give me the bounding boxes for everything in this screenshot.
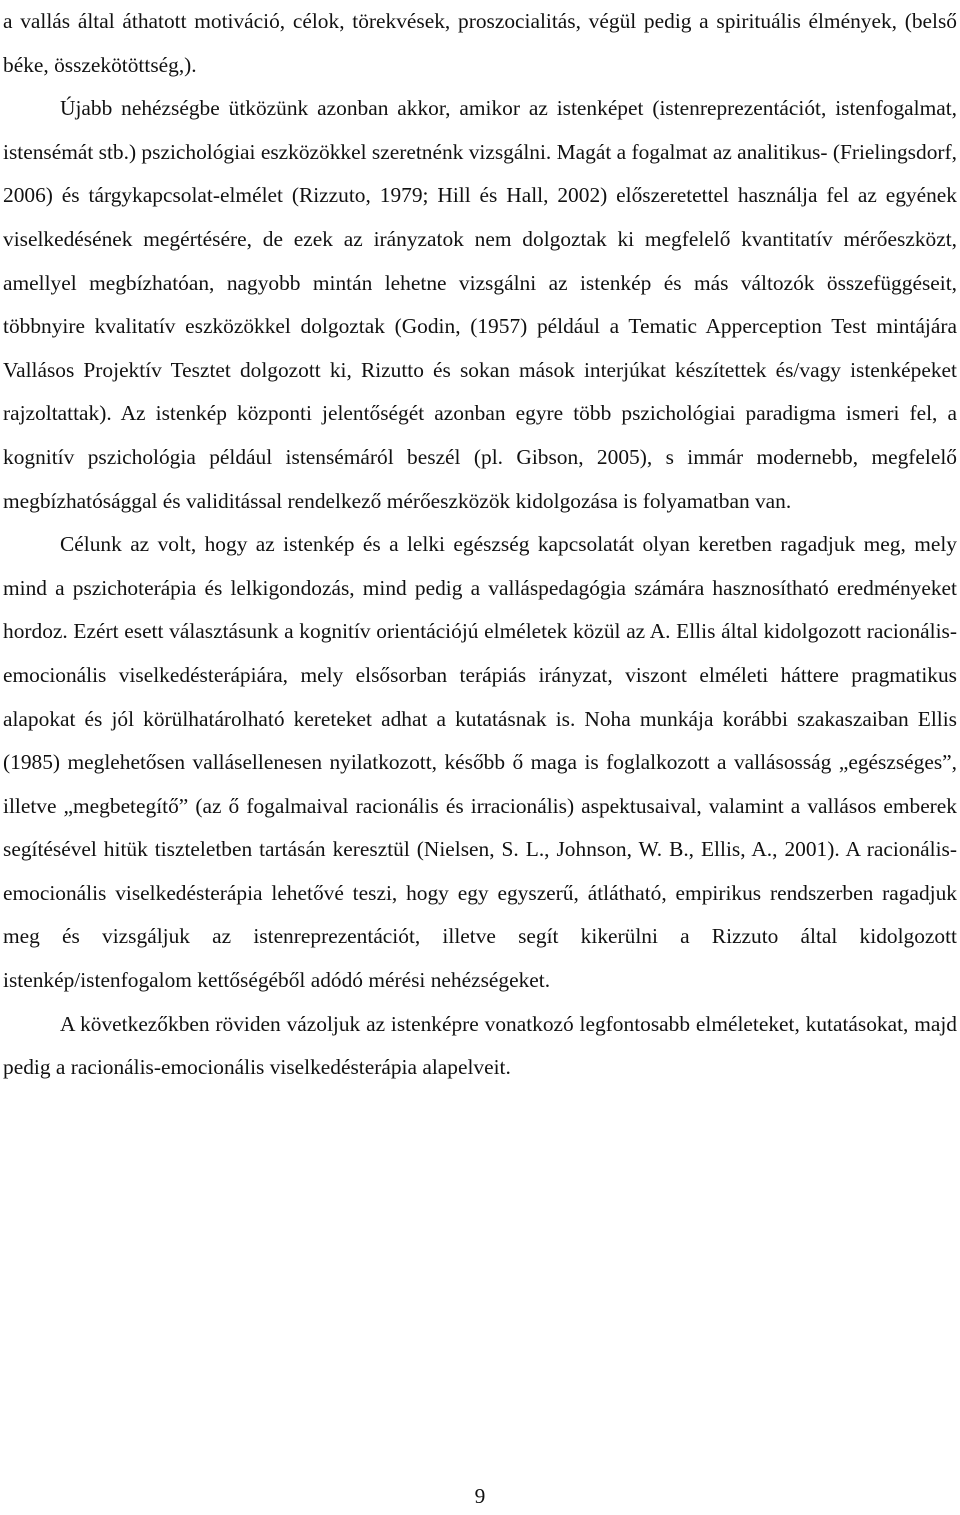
page-number: 9 <box>474 1484 486 1508</box>
paragraph-research-aim: Célunk az volt, hogy az istenkép és a lelki egészség kapcsolatát olyan keretben ragadjuk meg, mely mind a pszichoterápia és lelkigondozás, mind pedig a valláspedagógia számára hasznosítható eredményeket hordoz. Ezért esett választásunk a kognitív orientációjú elméletek közül az A. Ellis által kidolgozott racionális-emocionális viselkedésterápiára, mely elsősorban terápiás irányzat, viszont elméleti háttere pragmatikus alapokat és jól körülhatárolható kereteket adhat a kutatásnak is. Noha munkája korábbi szakaszaiban Ellis (1985) meglehetősen vallásellenesen nyilatkozott, később ő maga is foglalkozott a vallásosság „egészséges”, illetve „megbetegítő” (az ő fogalmaival racionális és irracionális) aspektusaival, valamint a vallásos emberek segítésével hitük tiszteletben tartásán keresztül (Nielsen, S. L., Johnson, W. B., Ellis, A., 2001). A racionális-emocionális viselkedésterápia lehetővé teszi, hogy egy egyszerű, átlátható, empirikus rendszerben ragadjuk meg és vizsgáljuk az istenreprezentációt, illetve segít kikerülni a Rizzuto által kidolgozott istenkép/istenfogalom kettőségéből adódó mérési nehézségeket. <box>3 532 957 993</box>
paragraph-measurement-difficulties: Újabb nehézségbe ütközünk azonban akkor, amikor az istenképet (istenreprezentációt, istenfogalmat, istensémát stb.) pszichológiai eszközökkel szeretnénk vizsgálni. Magát a fogalmat az analitikus- (Frielingsdorf, 2006) és tárgykapcsolat-elmélet (Rizzuto, 1979; Hill és Hall, 2002) előszeretettel használja fel az egyének viselkedésének megértésére, de ezek az irányzatok nem dolgoztak ki megfelelő kvantitatív mérőeszközt, amellyel megbízhatóan, nagyobb mintán lehetne vizsgálni az istenkép és más változók összefüggéseit, többnyire kvalitatív eszközökkel dolgoztak (Godin, (1957) például a Tematic Apperception Test mintájára Vallásos Projektív Tesztet dolgozott ki, Rizutto és sokan mások interjúkat készítettek és/vagy istenképeket rajzoltattak). Az istenkép központi jelentőségét azonban egyre több pszichológiai paradigma ismeri fel, a kognitív pszichológia például istensémáról beszél (pl. Gibson, 2005), s immár modernebb, megfelelő megbízhatósággal és validitással rendelkező mérőeszközök kidolgozása is folyamatban van. <box>3 96 957 513</box>
paragraph-continuation: a vallás által áthatott motiváció, célok, törekvések, proszocialitás, végül pedig a spirituális élmények, (belső béke, összekötöttség,). <box>3 9 957 77</box>
document-body <box>3 0 957 1090</box>
paragraph-outline: A következőkben röviden vázoljuk az istenképre vonatkozó legfontosabb elméleteket, kutatásokat, majd pedig a racionális-emocionális viselkedésterápia alapelveit. <box>3 1011 957 1080</box>
